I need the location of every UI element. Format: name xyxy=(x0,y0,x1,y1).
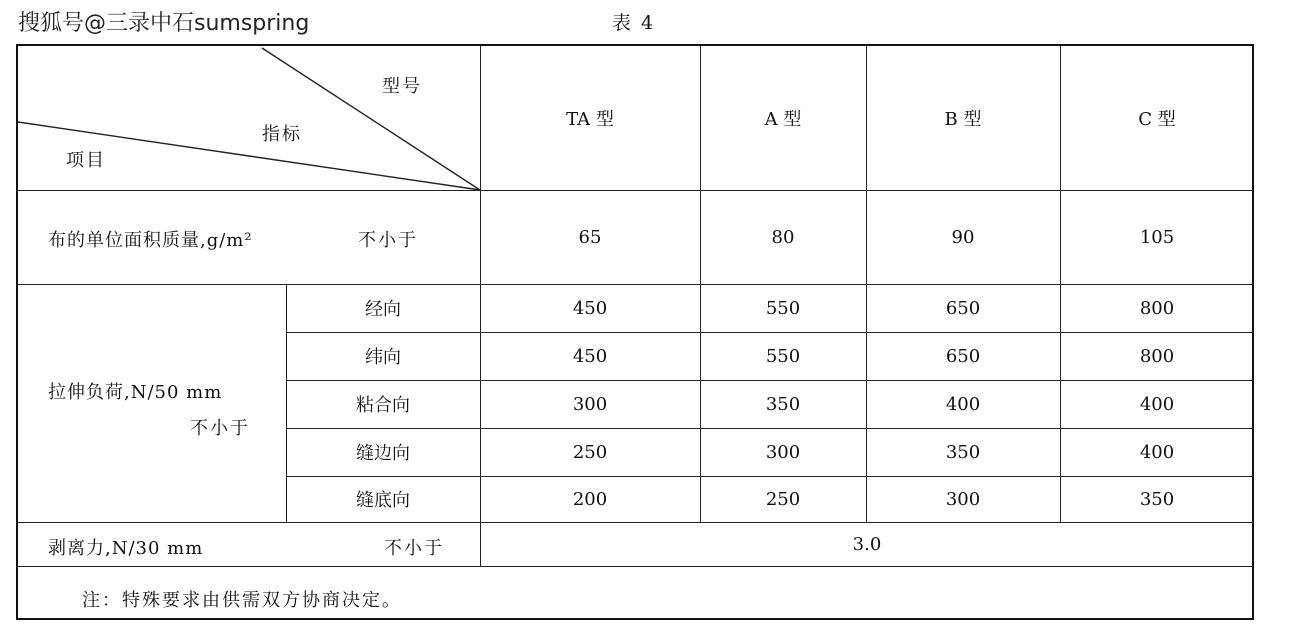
tensile-value: 650 xyxy=(945,297,981,319)
corner-label-item: 项目 xyxy=(66,150,106,171)
tensile-value: 450 xyxy=(572,297,608,319)
tensile-value: 550 xyxy=(765,345,801,367)
tensile-value: 300 xyxy=(945,488,981,510)
corner-label-indicator: 指标 xyxy=(262,124,302,145)
rule-peel-bottom xyxy=(18,566,1254,567)
peel-value: 3.0 xyxy=(852,533,882,555)
dir-label: 缝底向 xyxy=(356,490,410,511)
tensile-value: 350 xyxy=(765,393,801,415)
dir-label: 缝边向 xyxy=(356,443,410,464)
tensile-qualifier: 不小于 xyxy=(190,418,250,439)
mass-value-a: 80 xyxy=(771,226,795,248)
table-caption: 表 4 xyxy=(612,12,656,34)
diagonal-line-upper xyxy=(262,48,480,190)
tensile-value: 250 xyxy=(572,441,608,463)
dir-label: 经向 xyxy=(365,299,401,320)
table-note: 注：特殊要求由供需双方协商决定。 xyxy=(82,590,402,611)
tensile-value: 800 xyxy=(1139,297,1175,319)
tensile-value: 300 xyxy=(572,393,608,415)
tensile-value: 800 xyxy=(1139,345,1175,367)
dir-label: 粘合向 xyxy=(356,395,410,416)
col-header-a: A 型 xyxy=(764,109,802,130)
col-header-ta: TA 型 xyxy=(566,109,614,130)
corner-label-model: 型号 xyxy=(382,76,422,97)
tensile-value: 300 xyxy=(765,441,801,463)
dir-label: 纬向 xyxy=(365,347,401,368)
col-header-b: B 型 xyxy=(944,109,982,130)
tensile-value: 350 xyxy=(1139,488,1175,510)
header-diagonals xyxy=(18,46,488,196)
tensile-value: 650 xyxy=(945,345,981,367)
tensile-value: 550 xyxy=(765,297,801,319)
tensile-value: 450 xyxy=(572,345,608,367)
spec-table xyxy=(16,44,1254,620)
tensile-value: 400 xyxy=(1139,441,1175,463)
mass-label: 布的单位面积质量,g/m² xyxy=(48,230,253,251)
mass-qualifier: 不小于 xyxy=(358,230,418,251)
watermark: 搜狐号@三录中石sumspring xyxy=(18,11,310,36)
mass-value-c: 105 xyxy=(1139,226,1175,248)
mass-value-ta: 65 xyxy=(578,226,602,248)
peel-label: 剥离力,N/30 mm xyxy=(48,538,204,559)
tensile-value: 400 xyxy=(945,393,981,415)
peel-qualifier: 不小于 xyxy=(384,538,444,559)
mass-value-b: 90 xyxy=(951,226,975,248)
tensile-value: 400 xyxy=(1139,393,1175,415)
tensile-value: 350 xyxy=(945,441,981,463)
tensile-label: 拉伸负荷,N/50 mm xyxy=(48,382,223,403)
tensile-value: 200 xyxy=(572,488,608,510)
tensile-value: 250 xyxy=(765,488,801,510)
col-header-c: C 型 xyxy=(1138,109,1176,130)
